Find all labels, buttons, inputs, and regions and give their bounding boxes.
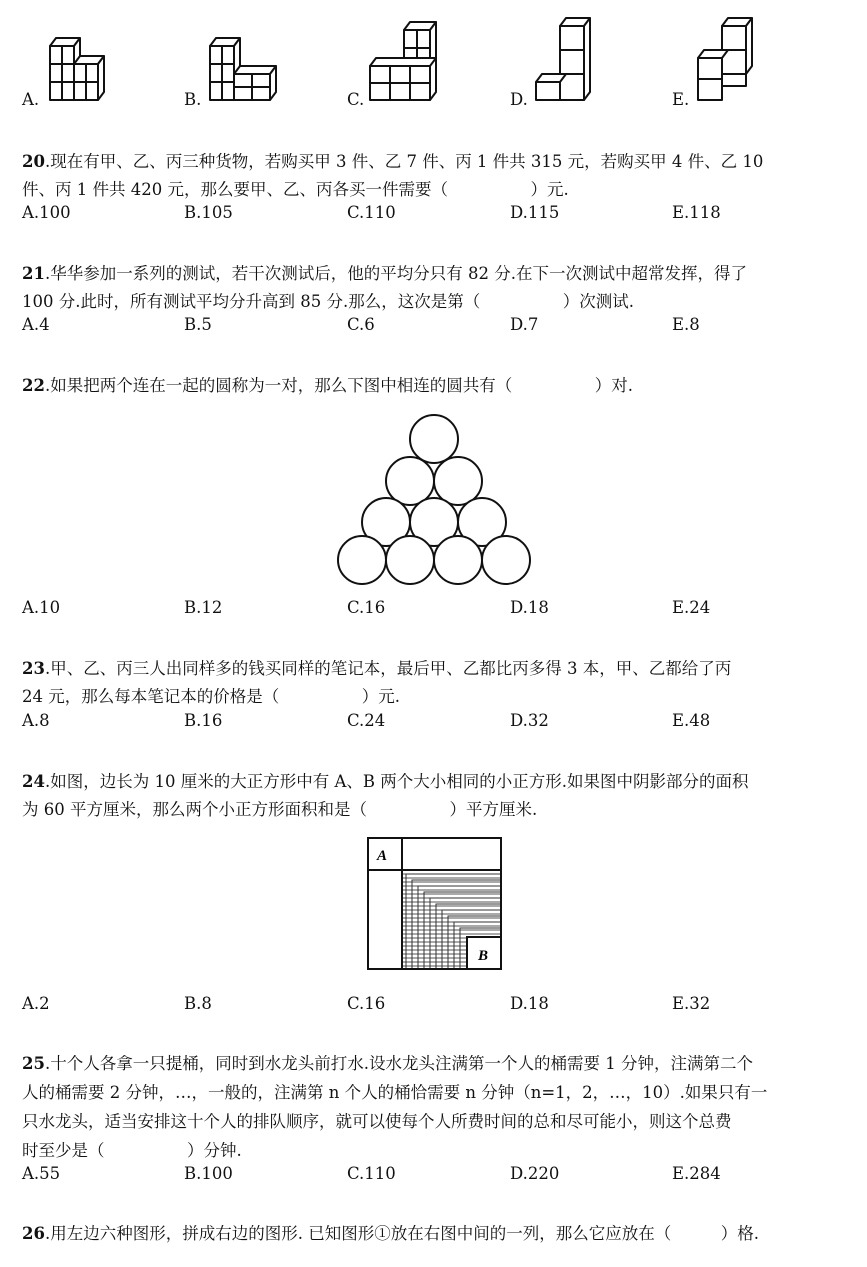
option-c[interactable]: C.16 — [347, 994, 386, 1013]
option-c[interactable]: C.6 — [347, 315, 375, 334]
option-d[interactable]: D.7 — [510, 315, 539, 334]
circle — [410, 415, 458, 463]
question-text: 只水龙头，适当安排这十个人的排队顺序，就可以使每个人所费时间的总和尽可能小，则这个总费 — [22, 1112, 732, 1131]
option-a[interactable]: A.4 — [22, 315, 50, 334]
question-number: 26 — [22, 1224, 45, 1243]
option-e[interactable]: E.118 — [672, 203, 721, 222]
option-c[interactable]: C.110 — [347, 1164, 396, 1183]
question-text: 件、丙 1 件共 420 元，那么要甲、乙、丙各买一件需要（ ）元. — [22, 180, 569, 199]
question-number: 21 — [22, 264, 45, 283]
option-b[interactable]: B.16 — [184, 711, 223, 730]
option-d[interactable]: D.115 — [510, 203, 560, 222]
question-number: 25 — [22, 1054, 45, 1073]
question-text: .用左边六种图形，拼成右边的图形. 已知图形①放在右图中间的一列，那么它应放在（ ）格. — [44, 1224, 759, 1243]
option-a[interactable]: A.100 — [22, 203, 71, 222]
q23-options — [22, 711, 842, 733]
option-e[interactable]: E.24 — [672, 598, 711, 617]
circle — [386, 457, 434, 505]
option-b[interactable]: B.100 — [184, 1164, 233, 1183]
option-d[interactable]: D. — [510, 90, 528, 109]
question-number: 23 — [22, 659, 45, 678]
option-e[interactable]: E.8 — [672, 315, 700, 334]
q20-options — [22, 203, 842, 225]
question-text: .华华参加一系列的测试，若干次测试后，他的平均分只有 82 分.在下一次测试中超常发挥，得了 — [44, 264, 747, 283]
question-text: .甲、乙、丙三人出同样多的钱买同样的笔记本，最后甲、乙都比丙多得 3 本，甲、乙都给了丙 — [44, 659, 732, 678]
option-c[interactable]: C. — [347, 90, 365, 109]
question-text: 24 元，那么每本笔记本的价格是（ ）元. — [22, 687, 400, 706]
q19-options — [22, 90, 842, 112]
question-text: 时至少是（ ）分钟. — [22, 1141, 242, 1160]
option-e[interactable]: E.48 — [672, 711, 711, 730]
option-a[interactable]: A.55 — [22, 1164, 61, 1183]
q22-options — [22, 598, 842, 620]
question-text: 人的桶需要 2 分钟，…，一般的，注满第 n 个人的桶恰需要 n 分钟（n=1，2，…，10）.如果只有一 — [22, 1083, 768, 1102]
circle-triangle-figure — [336, 404, 536, 586]
option-d[interactable]: D.220 — [510, 1164, 560, 1183]
option-c[interactable]: C.24 — [347, 711, 386, 730]
cube-figure-d — [532, 16, 596, 100]
circle — [338, 536, 386, 584]
cube-figure-c — [368, 18, 440, 100]
option-e[interactable]: E.284 — [672, 1164, 721, 1183]
question-number: 20 — [22, 152, 45, 171]
option-b[interactable]: B.12 — [184, 598, 223, 617]
q24-options — [22, 994, 842, 1016]
question-text: .十个人各拿一只提桶，同时到水龙头前打水.设水龙头注满第一个人的桶需要 1 分钟，注满第二个 — [44, 1054, 753, 1073]
option-a[interactable]: A.2 — [22, 994, 50, 1013]
option-a[interactable]: A.8 — [22, 711, 50, 730]
label-b: B — [478, 948, 489, 964]
question-text: .如图，边长为 10 厘米的大正方形中有 A、B 两个大小相同的小正方形.如果图中阴影部分的面积 — [44, 772, 749, 791]
option-b[interactable]: B.5 — [184, 315, 212, 334]
question-text: .现在有甲、乙、丙三种货物，若购买甲 3 件、乙 7 件、丙 1 件共 315 元，若购买甲 4 件、乙 10 — [44, 152, 764, 171]
q25-options — [22, 1164, 842, 1186]
option-c[interactable]: C.16 — [347, 598, 386, 617]
option-d[interactable]: D.32 — [510, 711, 549, 730]
question-text: .如果把两个连在一起的圆称为一对，那么下图中相连的圆共有（ ）对. — [44, 376, 633, 395]
circle — [482, 536, 530, 584]
circle — [434, 536, 482, 584]
label-a: A — [377, 848, 388, 864]
question-number: 22 — [22, 376, 45, 395]
question-text: 100 分.此时，所有测试平均分升高到 85 分.那么，这次是第（ ）次测试. — [22, 292, 634, 311]
option-b[interactable]: B. — [184, 90, 202, 109]
option-b[interactable]: B.8 — [184, 994, 212, 1013]
option-b[interactable]: B.105 — [184, 203, 233, 222]
square-figure — [366, 836, 504, 972]
option-d[interactable]: D.18 — [510, 598, 549, 617]
question-text: 为 60 平方厘米，那么两个小正方形面积和是（ ）平方厘米. — [22, 800, 538, 819]
cube-figure-e — [694, 14, 758, 100]
option-a[interactable]: A. — [22, 90, 40, 109]
circle — [386, 536, 434, 584]
option-d[interactable]: D.18 — [510, 994, 549, 1013]
circle — [434, 457, 482, 505]
q21-options — [22, 315, 842, 337]
question-number: 24 — [22, 772, 45, 791]
option-c[interactable]: C.110 — [347, 203, 396, 222]
option-e[interactable]: E.32 — [672, 994, 711, 1013]
option-a[interactable]: A.10 — [22, 598, 61, 617]
option-e[interactable]: E. — [672, 90, 690, 109]
